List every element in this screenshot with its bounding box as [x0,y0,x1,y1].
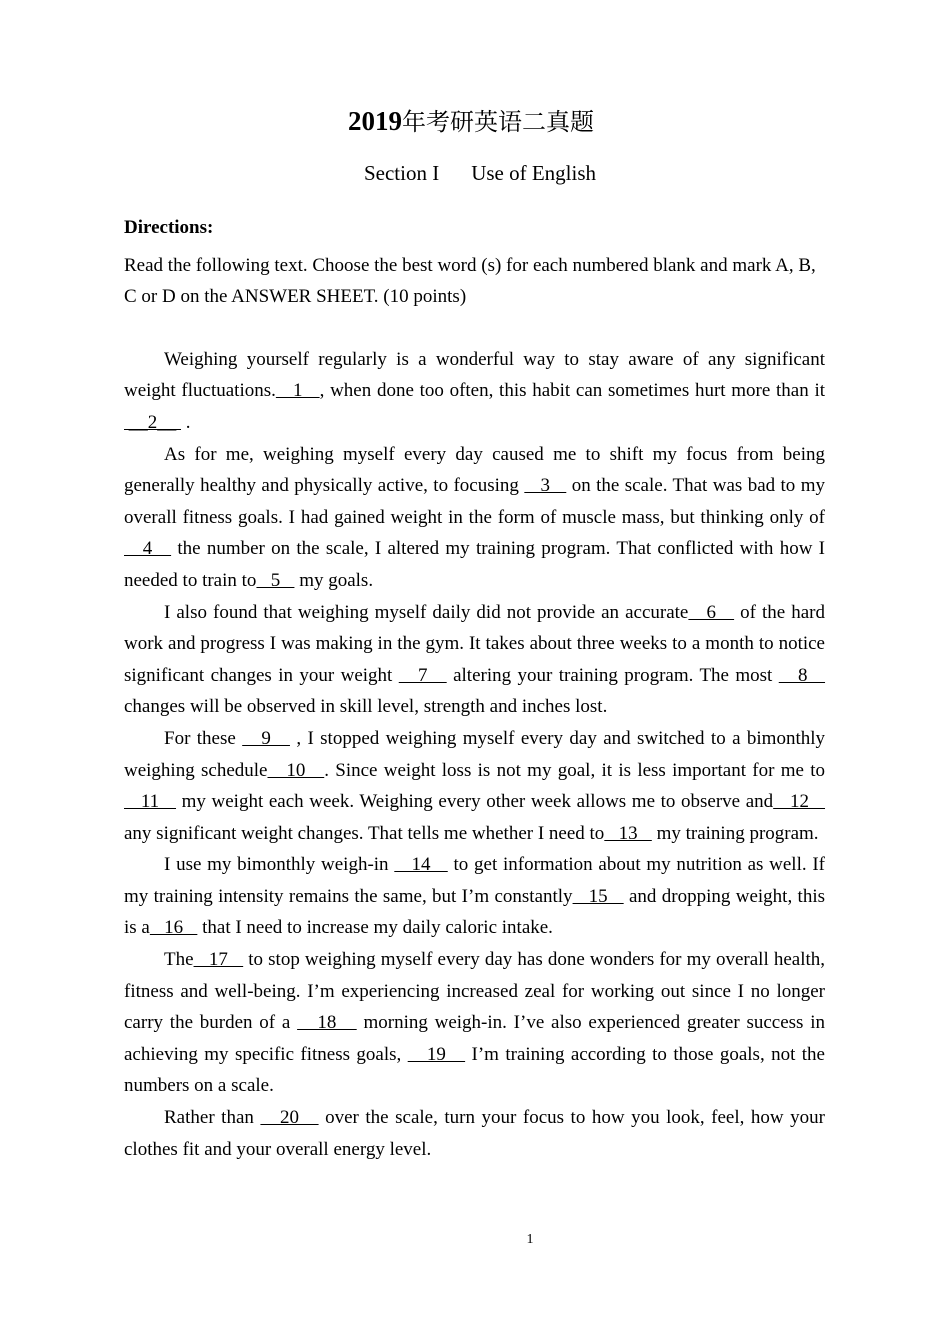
passage-text: altering your training program. The most [446,664,779,686]
passage-text: I’m training according to those goals, not the numbers on a scale. [124,1043,825,1097]
cloze-blank: 12 [773,791,826,813]
title-year: 2019 [348,106,402,136]
passage-text: morning weigh-in. I’ve also experienced greater success in achieving my specific fitness goals, [124,1012,825,1065]
passage-text: changes will be observed in skill level, strength and inches lost. [124,696,608,718]
passage-text: For these [164,727,243,749]
section-label: Section I [363,161,440,185]
passage-text: of the hard work and progress I was making in the gym. It takes about three weeks to a month to notice significant changes in your weight [124,601,826,686]
passage-text: over the scale, turn your focus to how you look, feel, how your clothes fit and your overall energy level. [124,1107,825,1160]
cloze-blank: 20 [260,1107,319,1129]
passage-text: I use my bimonthly weigh-in [164,854,395,876]
section-heading [0,158,950,188]
cloze-blank: 17 [193,949,244,971]
passage-paragraph [124,944,825,1102]
cloze-blank: 3 [524,475,567,497]
passage-text: my goals. [294,569,374,591]
cloze-blank: 18 [297,1012,357,1034]
passage-text: the number on the scale, I altered my training program. That conflicted with how I needed to train to [124,538,826,591]
cloze-blank: 8 [778,664,826,686]
directions-label: Directions: [124,217,214,238]
passage-paragraph [124,849,825,944]
cloze-blank: 9 [242,727,290,749]
cloze-blank: 1 [275,380,320,402]
passage-text: my weight each week. Weighing every other week allows me to observe and [176,791,774,813]
passage-text: that I need to increase my daily caloric intake. [197,917,553,939]
cloze-blank: 13 [604,822,652,844]
passage-text: on the scale. That was bad to my overall fitness goals. I had gained weight in the form of muscle mass, but thinking only of [124,475,825,528]
cloze-blank: 15 [572,885,624,907]
cloze-blank: 16 [149,917,198,939]
cloze-blank: 11 [124,791,177,813]
cloze-blank: 14 [394,854,448,876]
passage-text: , I stopped weighing myself every day and switched to a bimonthly weighing schedule [124,727,825,781]
directions-text: Read the following text. Choose the best word (s) for each numbered blank and mark A, B, C or D on the ANSWER SHEET. (10 points) [124,254,816,308]
page-number: 1 [526,1232,534,1247]
cloze-blank: __2__ [124,411,181,433]
passage-text: my training program. [651,822,819,844]
section-name: Use of English [471,161,597,185]
passage-text: any significant weight changes. That tells me whether I need to [124,822,605,844]
page-title [0,102,942,141]
passage-paragraph [124,723,825,849]
passage-paragraph [124,1102,825,1165]
passage-text: and dropping weight, this is a [124,885,826,939]
passage-text: The [164,949,194,971]
title-text: 年考研英语二真题 [402,108,594,136]
passage-text: , when done too often, this habit can sometimes hurt more than it [319,380,825,402]
cloze-blank: 4 [124,538,172,560]
cloze-blank: 6 [688,601,735,623]
cloze-passage [124,344,825,1165]
passage-text: Rather than [164,1107,261,1129]
passage-text: . [181,411,191,433]
passage-text: . Since weight loss is not my goal, it is less important for me to [324,759,826,781]
cloze-blank: 5 [256,569,295,591]
passage-text: to stop weighing myself every day has done wonders for my overall health, fitness and well-being. I’m experiencing increased zeal for working out since I no longer carry the burden of a [124,949,826,1034]
passage-text: As for me, weighing myself every day caused me to shift my focus from being generally healthy and physically active, to focusing [124,443,825,497]
passage-text: Weighing yourself regularly is a wonderful way to stay aware of any significant weight fluctuations. [124,348,825,402]
passage-paragraph [124,597,825,723]
passage-text: I also found that weighing myself daily did not provide an accurate [164,601,689,623]
passage-text: to get information about my nutrition as well. If my training intensity remains the same, but I’m constantly [124,854,825,907]
passage-paragraph [124,344,825,439]
passage-paragraph [124,439,825,597]
cloze-blank: 19 [407,1043,466,1065]
cloze-blank: 10 [267,759,325,781]
document-body [124,212,825,1165]
cloze-blank: 7 [398,664,447,686]
